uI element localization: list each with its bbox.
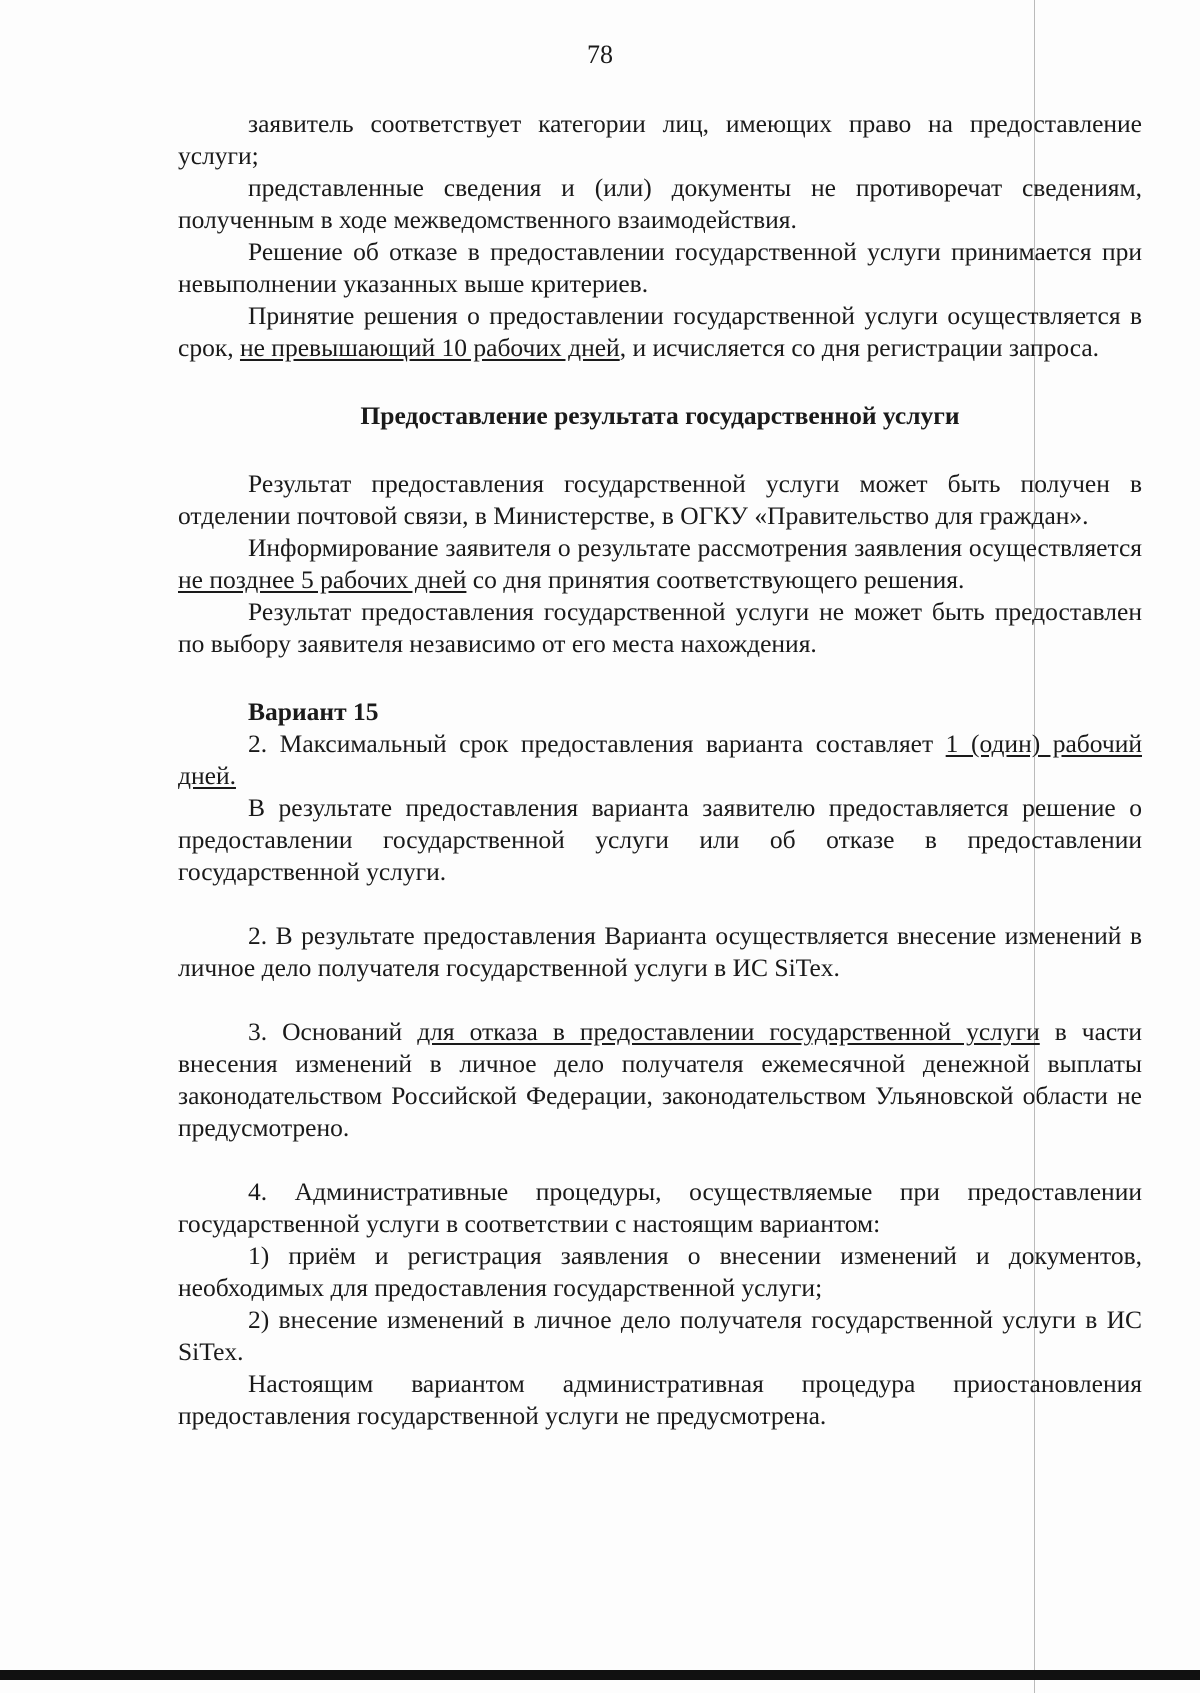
paragraph-decision-term (178, 300, 1142, 364)
paragraph-refusal-decision: Решение об отказе в предоставлении государственной услуги принимается при невыполнении указанных выше критериев. (178, 237, 1142, 298)
paragraph-max-term (178, 728, 1142, 792)
paragraph-criteria-1: заявитель соответствует категории лиц, имеющих право на предоставление услуги; (178, 109, 1142, 170)
page-number: 78 (587, 40, 613, 69)
scan-bottom-edge (0, 1670, 1200, 1680)
text-segment: в части внесения изменений в личное дело получателя ежемесячной денежной выплаты законодательством Российской Федерации, законодательством Ульяновской области не предусмотрено. (178, 1017, 1143, 1142)
text-segment: 3. Оснований (248, 1017, 418, 1046)
paragraph-no-refusal-grounds (178, 1016, 1142, 1144)
paragraph-result-delivery: Результат предоставления государственной услуги может быть получен в отделении почтовой связи, в Министерстве, в ОГКУ «Правительство для граждан». (178, 469, 1142, 530)
list-item-procedure-2: 2) внесение изменений в личное дело получателя государственной услуги в ИС SiTex. (178, 1305, 1142, 1366)
section-heading: Предоставление результата государственной услуги (360, 401, 960, 430)
variant-title: Вариант 15 (248, 697, 379, 726)
document-body (178, 108, 1142, 1432)
paragraph-variant-changes: 2. В результате предоставления Варианта осуществляется внесение изменений в личное дело получателя государственной услуги в ИС SiTex. (178, 921, 1142, 982)
paragraph-no-suspension: Настоящим вариантом административная процедура приостановления предоставления государственной услуги не предусмотрена. (178, 1369, 1142, 1430)
text-segment: , и исчисляется со дня регистрации запроса. (619, 333, 1100, 362)
paragraph-variant-result: В результате предоставления варианта заявителю предоставляется решение о предоставлении государственной услуги или об отказе в предоставлении государственной услуги. (178, 793, 1142, 886)
underlined-term: не позднее 5 рабочих дней (178, 565, 467, 594)
underlined-term: не превышающий 10 рабочих дней (239, 333, 620, 362)
paragraph-criteria-2: представленные сведения и (или) документы не противоречат сведениям, полученным в ходе межведомственного взаимодействия. (178, 173, 1142, 234)
text-segment: Принятие решения о предоставлении государственной услуги осуществляется в срок, (178, 301, 1142, 362)
list-item-procedure-1: 1) приём и регистрация заявления о внесении изменений и документов, необходимых для предоставления государственной услуги; (178, 1241, 1142, 1302)
underlined-term: для отказа в предоставлении государственной услуги (417, 1017, 1040, 1046)
underlined-term: 1 (один) рабочий дней. (178, 729, 1142, 790)
text-segment: 2. Максимальный срок предоставления варианта составляет (248, 729, 946, 758)
text-segment: Информирование заявителя о результате рассмотрения заявления осуществляется (248, 533, 1142, 562)
paragraph-location-choice: Результат предоставления государственной услуги не может быть предоставлен по выбору заявителя независимо от его места нахождения. (178, 597, 1142, 658)
paragraph-notification-term (178, 532, 1142, 596)
text-segment: со дня принятия соответствующего решения. (466, 565, 965, 594)
paragraph-procedures-intro: 4. Административные процедуры, осуществляемые при предоставлении государственной услуги в соответствии с настоящим вариантом: (178, 1177, 1142, 1238)
